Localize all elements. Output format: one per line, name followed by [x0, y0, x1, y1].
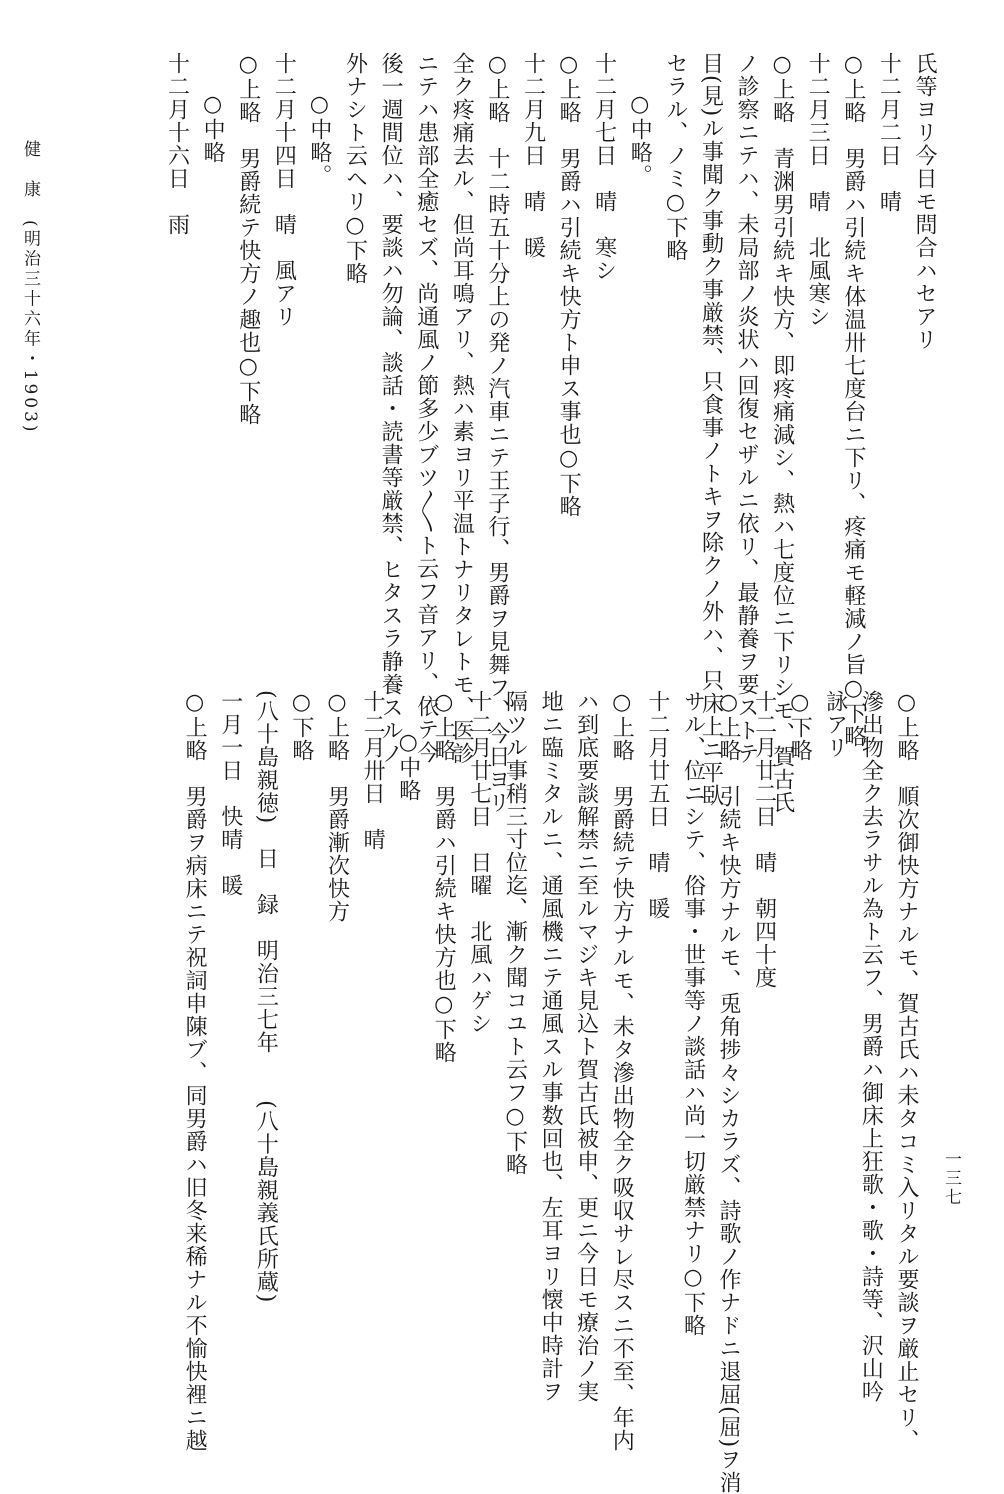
- date-heading: 十二月卅日 晴: [360, 690, 386, 851]
- running-header: 健 康 (明治三十六年・1903): [20, 140, 40, 435]
- text-line: ○上略 男爵漸次快方: [324, 690, 350, 923]
- source-heading: (八十島親徳) 日 録 明治三七年 (八十島親義氏所蔵): [253, 690, 279, 1304]
- date-heading: 十二月三日 晴 北風寒シ: [805, 52, 831, 328]
- text-line: サル、位ニシテ、俗事・世事等ノ談話ハ尚一切厳禁ナリ○下略: [680, 690, 706, 1337]
- text-line: 地ニ臨ミタルニ、通風機ニテ通風スル事数回也、左耳ヨリ懐中時計ヲ: [538, 690, 564, 1403]
- text-line: 目(見)ル事聞ク事動ク事厳禁、只食事ノトキヲ除クノ外ハ、只床上ニ平臥: [698, 52, 724, 808]
- text-line: ノ診察ニテハ、未局部ノ炎状ハ回復セザルニ依リ、最静養ヲ要ストテ: [734, 52, 760, 765]
- text-line: ハ到底要談解禁ニ至ルマジキ見込ト賀古氏被申、更ニ今日モ療治ノ実: [573, 690, 599, 1403]
- text-line: 隔ツル事稍三寸位迄、漸ク聞コユト云フ○下略: [502, 690, 528, 1176]
- date-heading: 十二月九日 晴 暖: [520, 52, 546, 259]
- text-line: 全ク疼痛去ル、但尚耳鳴アリ、熱ハ素ヨリ平温トナリタレトモ、医診: [449, 52, 475, 765]
- date-heading: 十二月十六日 雨: [164, 52, 190, 236]
- text-line: ○上略 男爵ハ引続キ快方ト申ス事也○下略: [556, 52, 582, 518]
- date-heading: 十二月廿五日 晴 暖: [644, 690, 670, 920]
- text-line: 滲出物全ク去ラサル為ト云フ、男爵ハ御床上狂歌・歌・詩等、沢山吟: [858, 690, 884, 1403]
- text-line: ○上略 引続キ快方ナルモ、兎角捗々シカラズ、詩歌ノ作ナドニ退屈(屈)ヲ消: [716, 690, 742, 1494]
- omission-mark: ○中略。: [627, 92, 653, 187]
- text-line: 詠アリ: [822, 690, 848, 759]
- text-line: ○上略 男爵ハ引続キ体温卅七度台ニ下リ、疼痛モ軽減ノ旨○下略: [840, 52, 866, 748]
- date-heading: 十二月二日 晴: [876, 52, 902, 213]
- omission-mark: ○中略: [200, 92, 226, 164]
- text-line: 外ナシト云ヘリ○下略: [342, 52, 368, 285]
- text-line: ○上略 男爵ヲ病床ニテ祝詞申陳ブ、同男爵ハ旧冬来稀ナル不愉快裡ニ越: [182, 690, 208, 1452]
- date-heading: 一月一日 快晴 暖: [217, 690, 243, 897]
- text-line: ○上略 男爵ハ引続キ快方也○下略: [431, 690, 457, 1064]
- date-heading: 十二月十四日 晴 風アリ: [271, 52, 297, 328]
- text-line: 後一週間位ハ、要談ハ勿論、談話・読書等厳禁、ヒタスラ静養スルノ: [378, 52, 404, 765]
- omission-mark: ○中略: [395, 730, 421, 802]
- text-line: ○上略 順次御快方ナルモ、賀古氏ハ未タコミ入リタル要談ヲ厳止セリ、: [894, 690, 919, 1452]
- omission-mark: ○下略: [787, 690, 813, 762]
- date-heading: 十二月廿七日 日曜 北風ハゲシ: [466, 690, 492, 1035]
- text-line: セラル、ノミ○下略: [662, 52, 688, 262]
- text-line: ニテハ患部全癒セズ、尚通風ノ節多少ブツ〱ト云フ音アリ、依テ今: [413, 52, 439, 764]
- text-line: ○上略 青渊男引続キ快方、即疼痛減シ、熱ハ七度位ニ下リシモ、賀古氏: [769, 52, 795, 814]
- omission-mark: ○中略。: [306, 92, 332, 187]
- text-line: ○上略 十二時五十分上の発ノ汽車ニテ王子行、男爵ヲ見舞フ、今日ヨリ: [484, 52, 510, 814]
- date-heading: 十二月七日 晴 寒シ: [591, 52, 617, 282]
- diary-entries-bottom: [177, 690, 924, 1494]
- text-line: ○上略 男爵続テ快方ノ趣也○下略: [235, 52, 261, 426]
- text-line: 氏等ヨリ今日モ問合ハセアリ: [912, 52, 937, 351]
- page-number: 一三七: [941, 1150, 961, 1207]
- date-heading: 十二月廿二日 晴 朝四十度: [751, 690, 777, 989]
- text-line: ○上略 男爵続テ快方ナルモ、未タ滲出物全ク吸収サレ尽スニ不至、年内: [609, 690, 635, 1452]
- omission-mark: ○下略: [288, 690, 314, 762]
